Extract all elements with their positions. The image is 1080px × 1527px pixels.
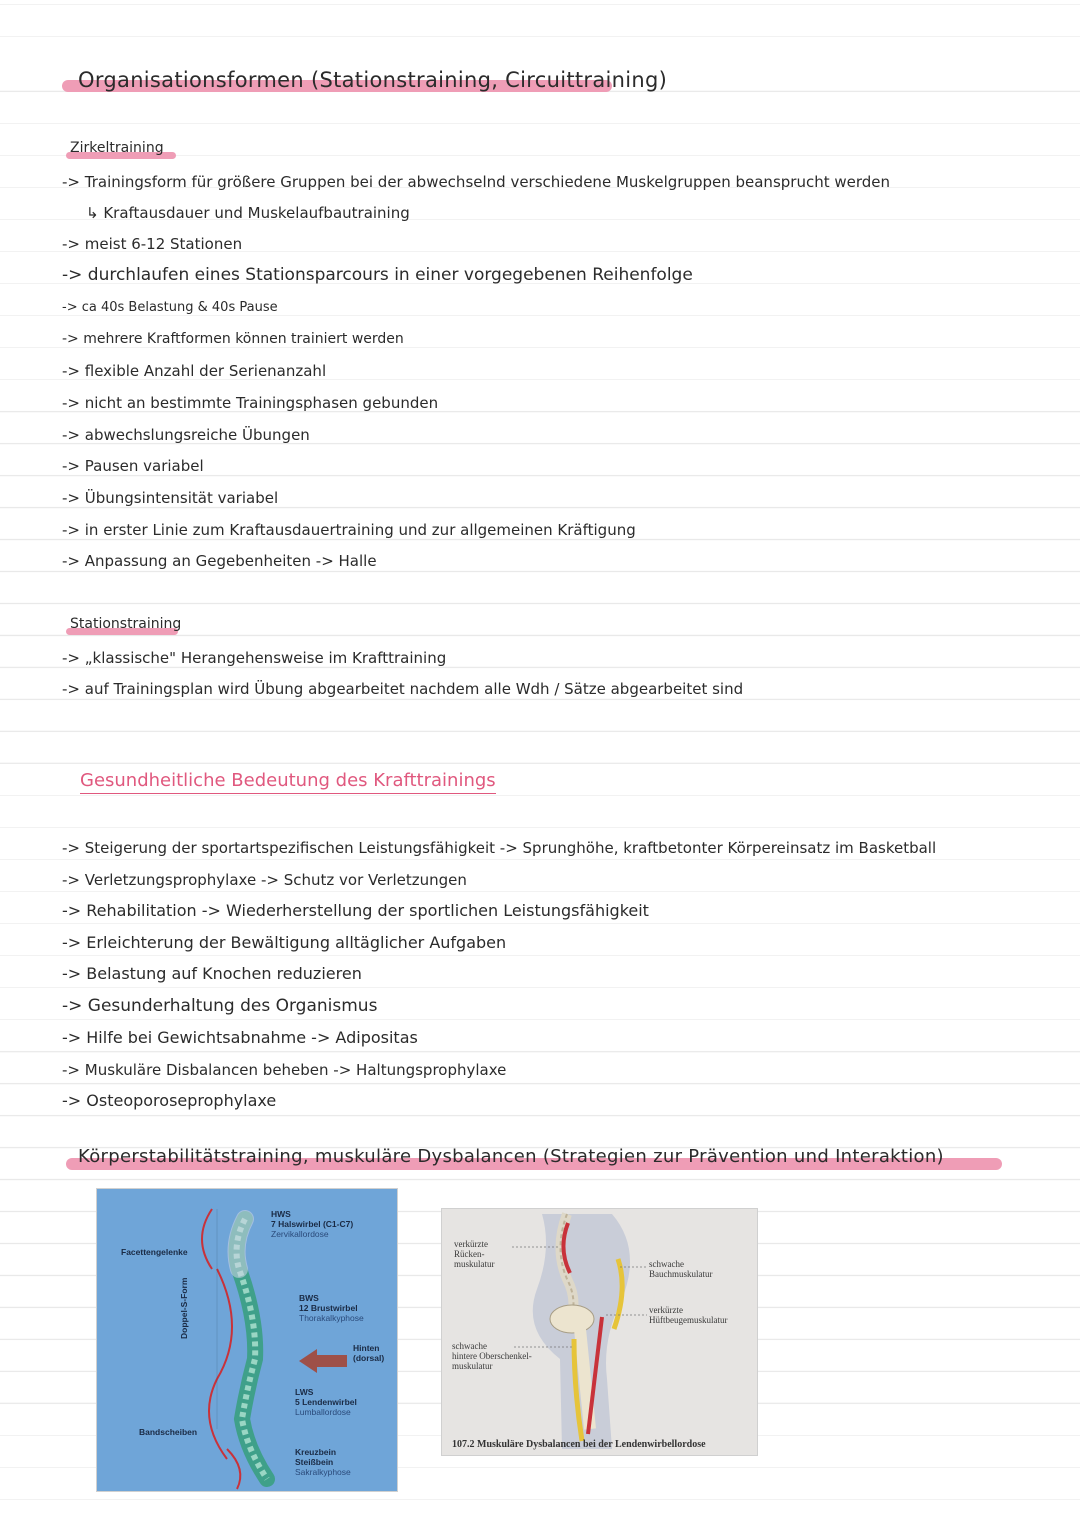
circuit-line: -> Pausen variabel <box>62 457 204 475</box>
spine-figure <box>96 1188 398 1492</box>
label-hinten: Hinten (dorsal) <box>353 1343 385 1363</box>
label-verkuerzte-hueftbeuge: verkürzte Hüftbeugemuskulatur <box>649 1305 728 1325</box>
circuit-line: -> in erster Linie zum Kraftausdauertraining und zur allgemeinen Kräftigung <box>62 521 636 539</box>
circuit-line: -> meist 6-12 Stationen <box>62 235 243 253</box>
circuit-line: -> Trainingsform für größere Gruppen bei der abwechselnd verschiedene Muskelgruppen beansprucht werden <box>62 173 891 191</box>
health-line: -> Muskuläre Disbalancen beheben -> Haltungsprophylaxe <box>62 1061 507 1079</box>
label-bandscheiben: Bandscheiben <box>139 1427 198 1437</box>
figure-caption: 107.2 Muskuläre Dysbalancen bei der Lendenwirbellordose <box>452 1439 706 1450</box>
health-line: -> Steigerung der sportartspezifischen Leistungsfähigkeit -> Sprunghöhe, kraftbetonter Körpereinsatz im Basketball <box>62 839 937 857</box>
circuit-line: -> ca 40s Belastung & 40s Pause <box>62 300 278 315</box>
label-bws: BWS 12 Brustwirbel Thorakalkyphose <box>299 1293 364 1323</box>
health-line: -> Erleichterung der Bewältigung alltäglicher Aufgaben <box>62 933 507 952</box>
heading-gesundheitliche-bedeutung: Gesundheitliche Bedeutung des Krafttrainings <box>80 770 496 794</box>
circuit-line: ↳ Kraftausdauer und Muskelaufbautraining <box>86 204 410 222</box>
health-line: -> Belastung auf Knochen reduzieren <box>62 964 362 983</box>
health-line: -> Verletzungsprophylaxe -> Schutz vor Verletzungen <box>62 871 467 889</box>
station-title: Stationstraining <box>70 616 182 632</box>
label-verkuerzte-ruecken: verkürzte Rücken- muskulatur <box>454 1239 495 1269</box>
heading-koerperstabilitaet: Körperstabilitätstraining, muskuläre Dysbalancen (Strategien zur Prävention und Interaktion) <box>78 1146 944 1167</box>
station-line: -> „klassische" Herangehensweise im Krafttraining <box>62 649 447 667</box>
circuit-title: Zirkeltraining <box>70 140 164 156</box>
health-line: -> Rehabilitation -> Wiederherstellung der sportlichen Leistungsfähigkeit <box>62 901 649 920</box>
circuit-line: -> durchlaufen eines Stationsparcours in einer vorgegebenen Reihenfolge <box>62 265 693 285</box>
health-line: -> Osteoporoseprophylaxe <box>62 1091 277 1110</box>
label-schwache-bauch: schwache Bauchmuskulatur <box>649 1259 713 1279</box>
lordose-figure <box>441 1208 758 1456</box>
health-line: -> Hilfe bei Gewichtsabnahme -> Adipositas <box>62 1028 418 1047</box>
label-facettengelenke: Facettengelenke <box>121 1247 188 1257</box>
label-lws: LWS 5 Lendenwirbel Lumballordose <box>295 1387 357 1417</box>
label-doppel-s: Doppel-S-Form <box>179 1277 189 1339</box>
circuit-line: -> Anpassung an Gegebenheiten -> Halle <box>62 552 377 570</box>
circuit-line: -> Übungsintensität variabel <box>62 489 279 507</box>
label-schwache-oberschenkel: schwache hintere Oberschenkel- muskulatur <box>452 1341 532 1371</box>
heading-organisationsformen: Organisationsformen (Stationstraining, Circuittraining) <box>78 68 668 92</box>
station-line: -> auf Trainingsplan wird Übung abgearbeitet nachdem alle Wdh / Sätze abgearbeitet sind <box>62 680 744 698</box>
label-kreuzbein: Kreuzbein Steißbein Sakralkyphose <box>295 1447 351 1477</box>
circuit-line: -> mehrere Kraftformen können trainiert werden <box>62 331 404 347</box>
circuit-line: -> abwechslungsreiche Übungen <box>62 426 310 444</box>
circuit-line: -> flexible Anzahl der Serienanzahl <box>62 362 327 380</box>
health-line: -> Gesunderhaltung des Organismus <box>62 996 378 1016</box>
circuit-line: -> nicht an bestimmte Trainingsphasen gebunden <box>62 394 439 412</box>
label-hws: HWS 7 Halswirbel (C1-C7) Zervikallordose <box>271 1209 354 1239</box>
